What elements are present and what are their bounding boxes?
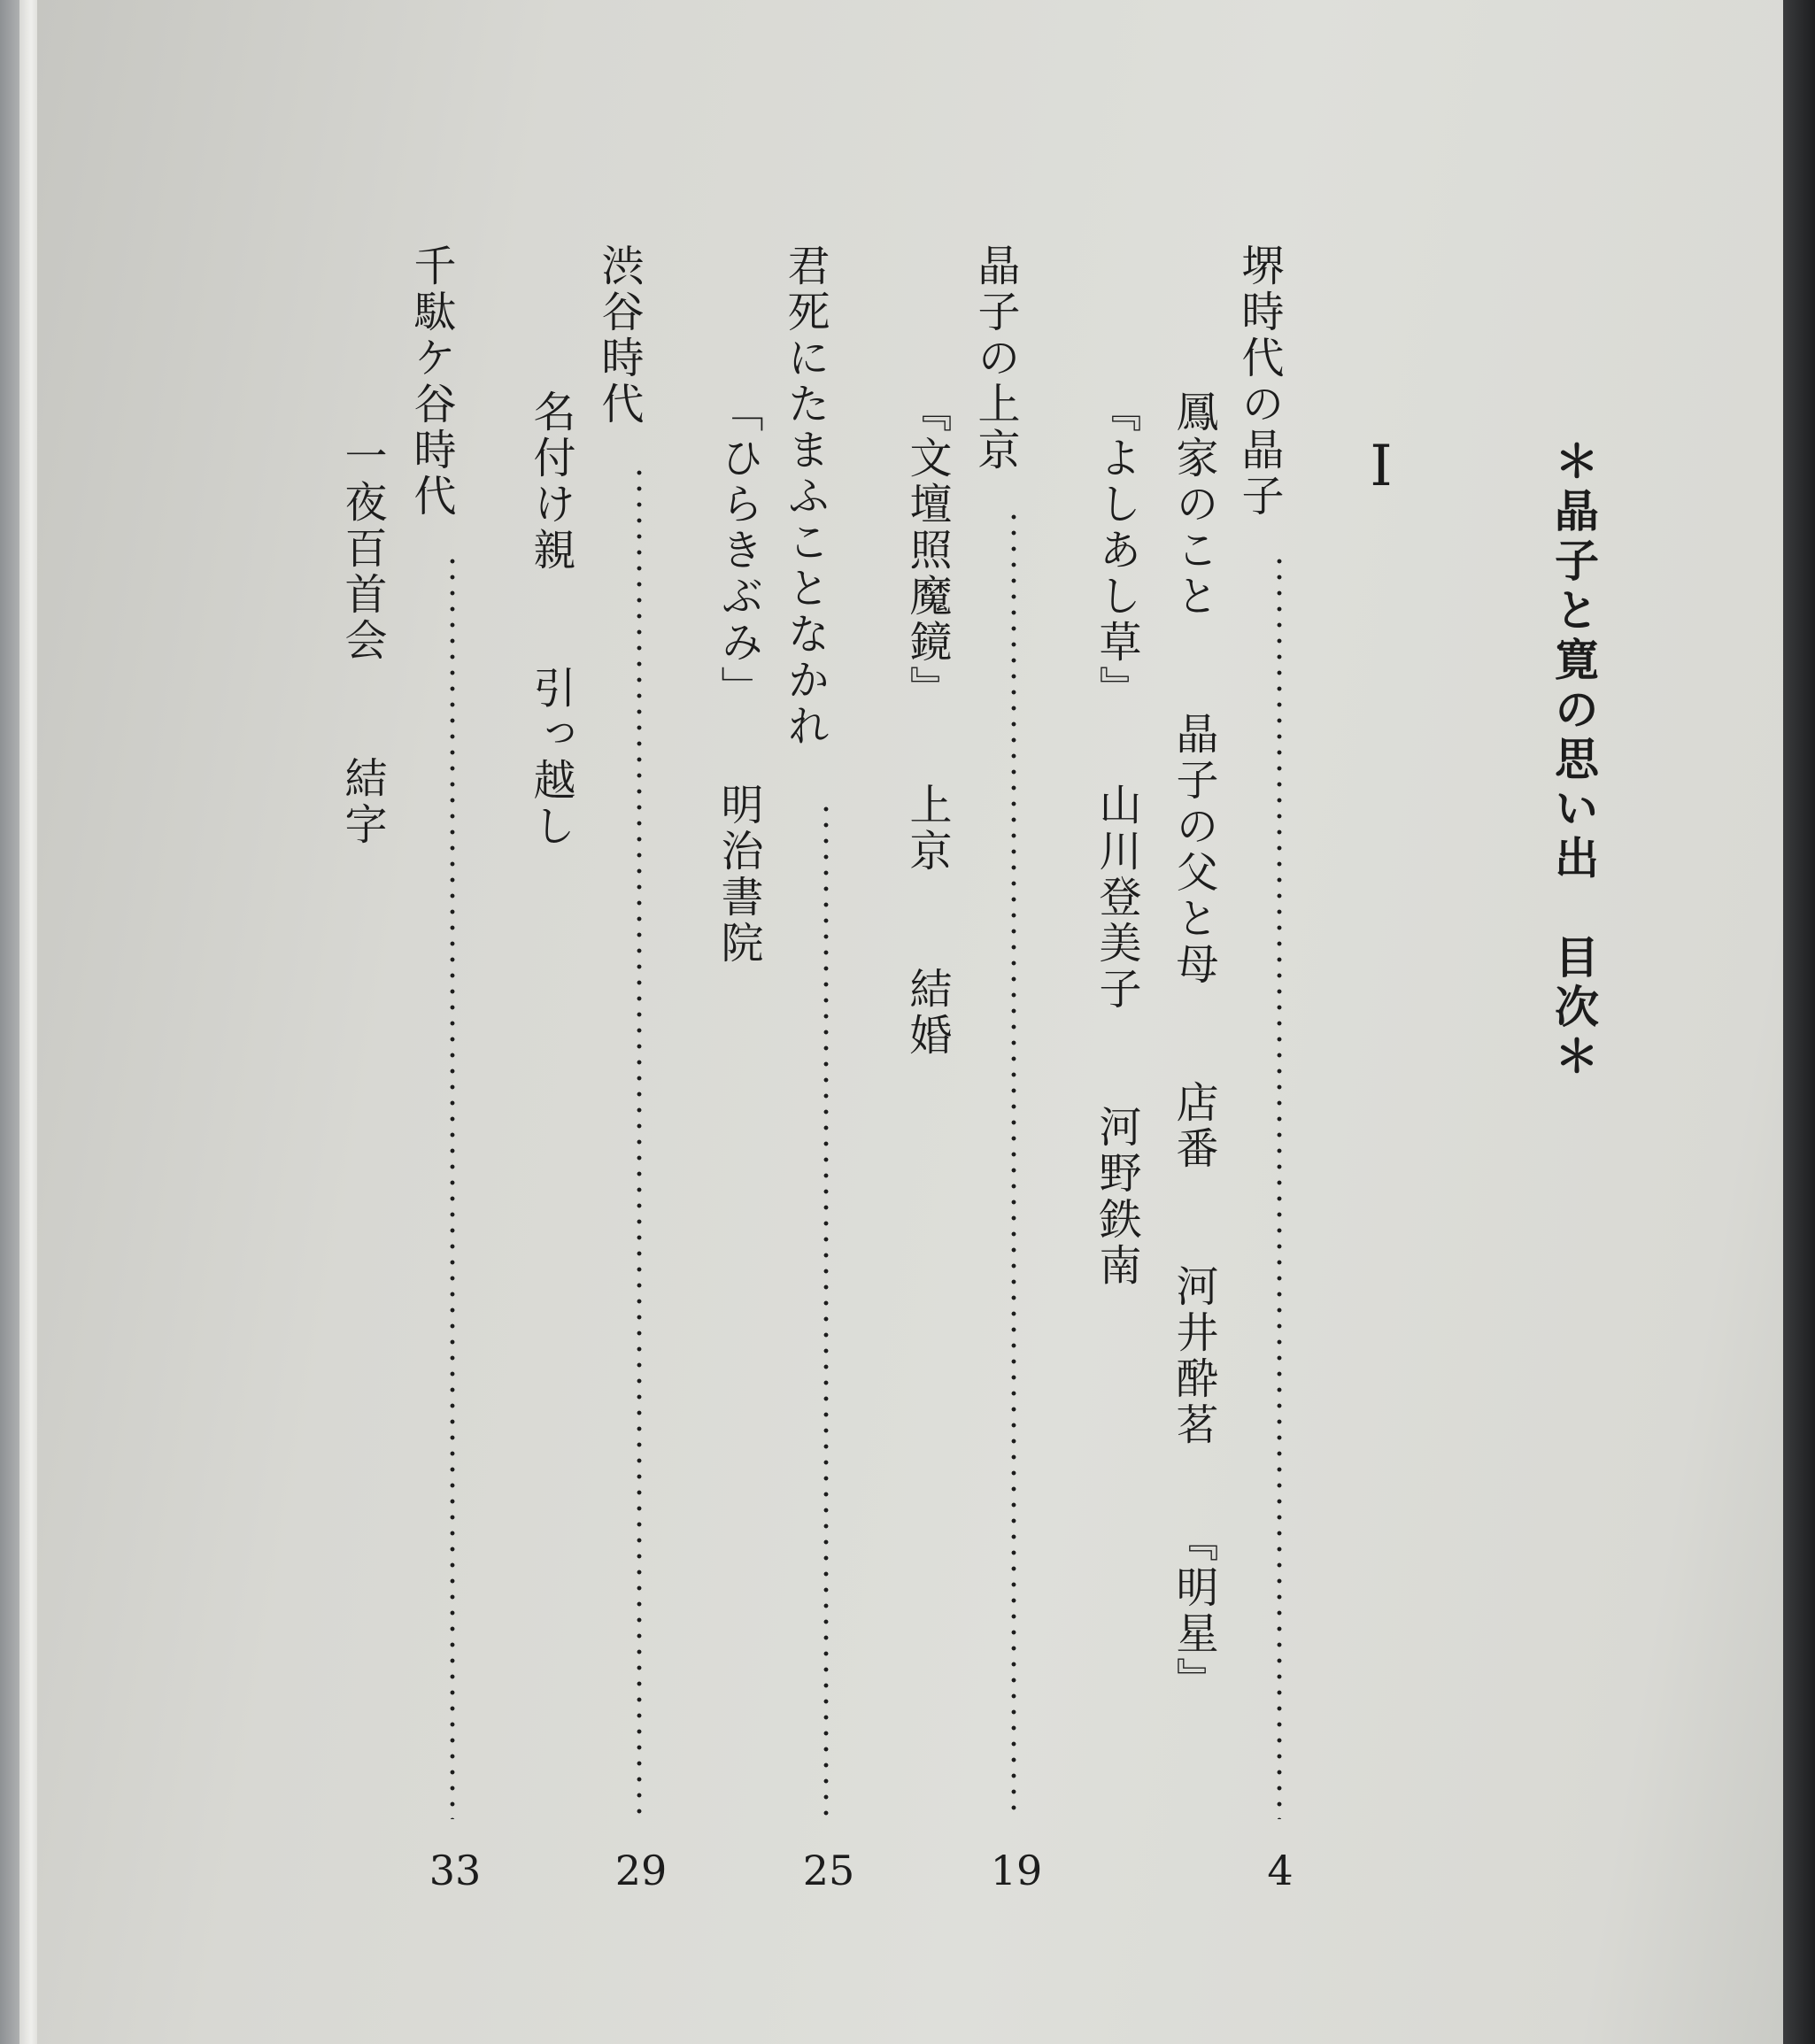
toc-leader-dots-1 [1277,553,1282,1819]
toc-leader-dots-4 [637,465,642,1819]
dark-background-edge [1783,0,1815,2044]
toc-subentry-4: 名付け親 引っ越し [526,390,575,850]
toc-page-number-1: 4 [1267,1847,1294,1894]
toc-heading-5: 千駄ケ谷時代 [406,243,456,520]
toc-leader-dots-5 [450,553,455,1819]
toc-subentry-3: 「ひらきぶみ」 明治書院 [714,390,763,967]
toc-subentry-5: 一夜百首会 結字 [337,434,387,848]
toc-heading-3: 君死にたまふことなかれ [780,243,830,750]
toc-heading-4: 渋谷時代 [594,243,644,428]
toc-subentry-2: 『文壇照魔鏡』 上京 結婚 [902,390,952,1059]
toc-subentry-1a: 鳳家のこと 晶子の父と母 店番 河井酔茗 『明星』 [1169,390,1218,1703]
section-numeral: Ⅰ [1348,434,1414,503]
toc-page-number-2: 19 [990,1847,1043,1894]
toc-title: ＊晶子と寛の思い出 目次＊ [1548,438,1599,1083]
toc-page-number-5: 33 [429,1847,482,1894]
toc-subentry-1b: 『よしあし草』 山川登美子 河野鉄南 [1092,390,1141,1289]
toc-leader-dots-2 [1011,509,1016,1819]
toc-heading-2: 晶子の上京 [970,243,1020,474]
toc-page-number-3: 25 [802,1847,855,1894]
toc-heading-1: 堺時代の晶子 [1234,243,1284,520]
toc-leader-dots-3 [823,801,829,1819]
toc-page-number-4: 29 [614,1847,668,1894]
